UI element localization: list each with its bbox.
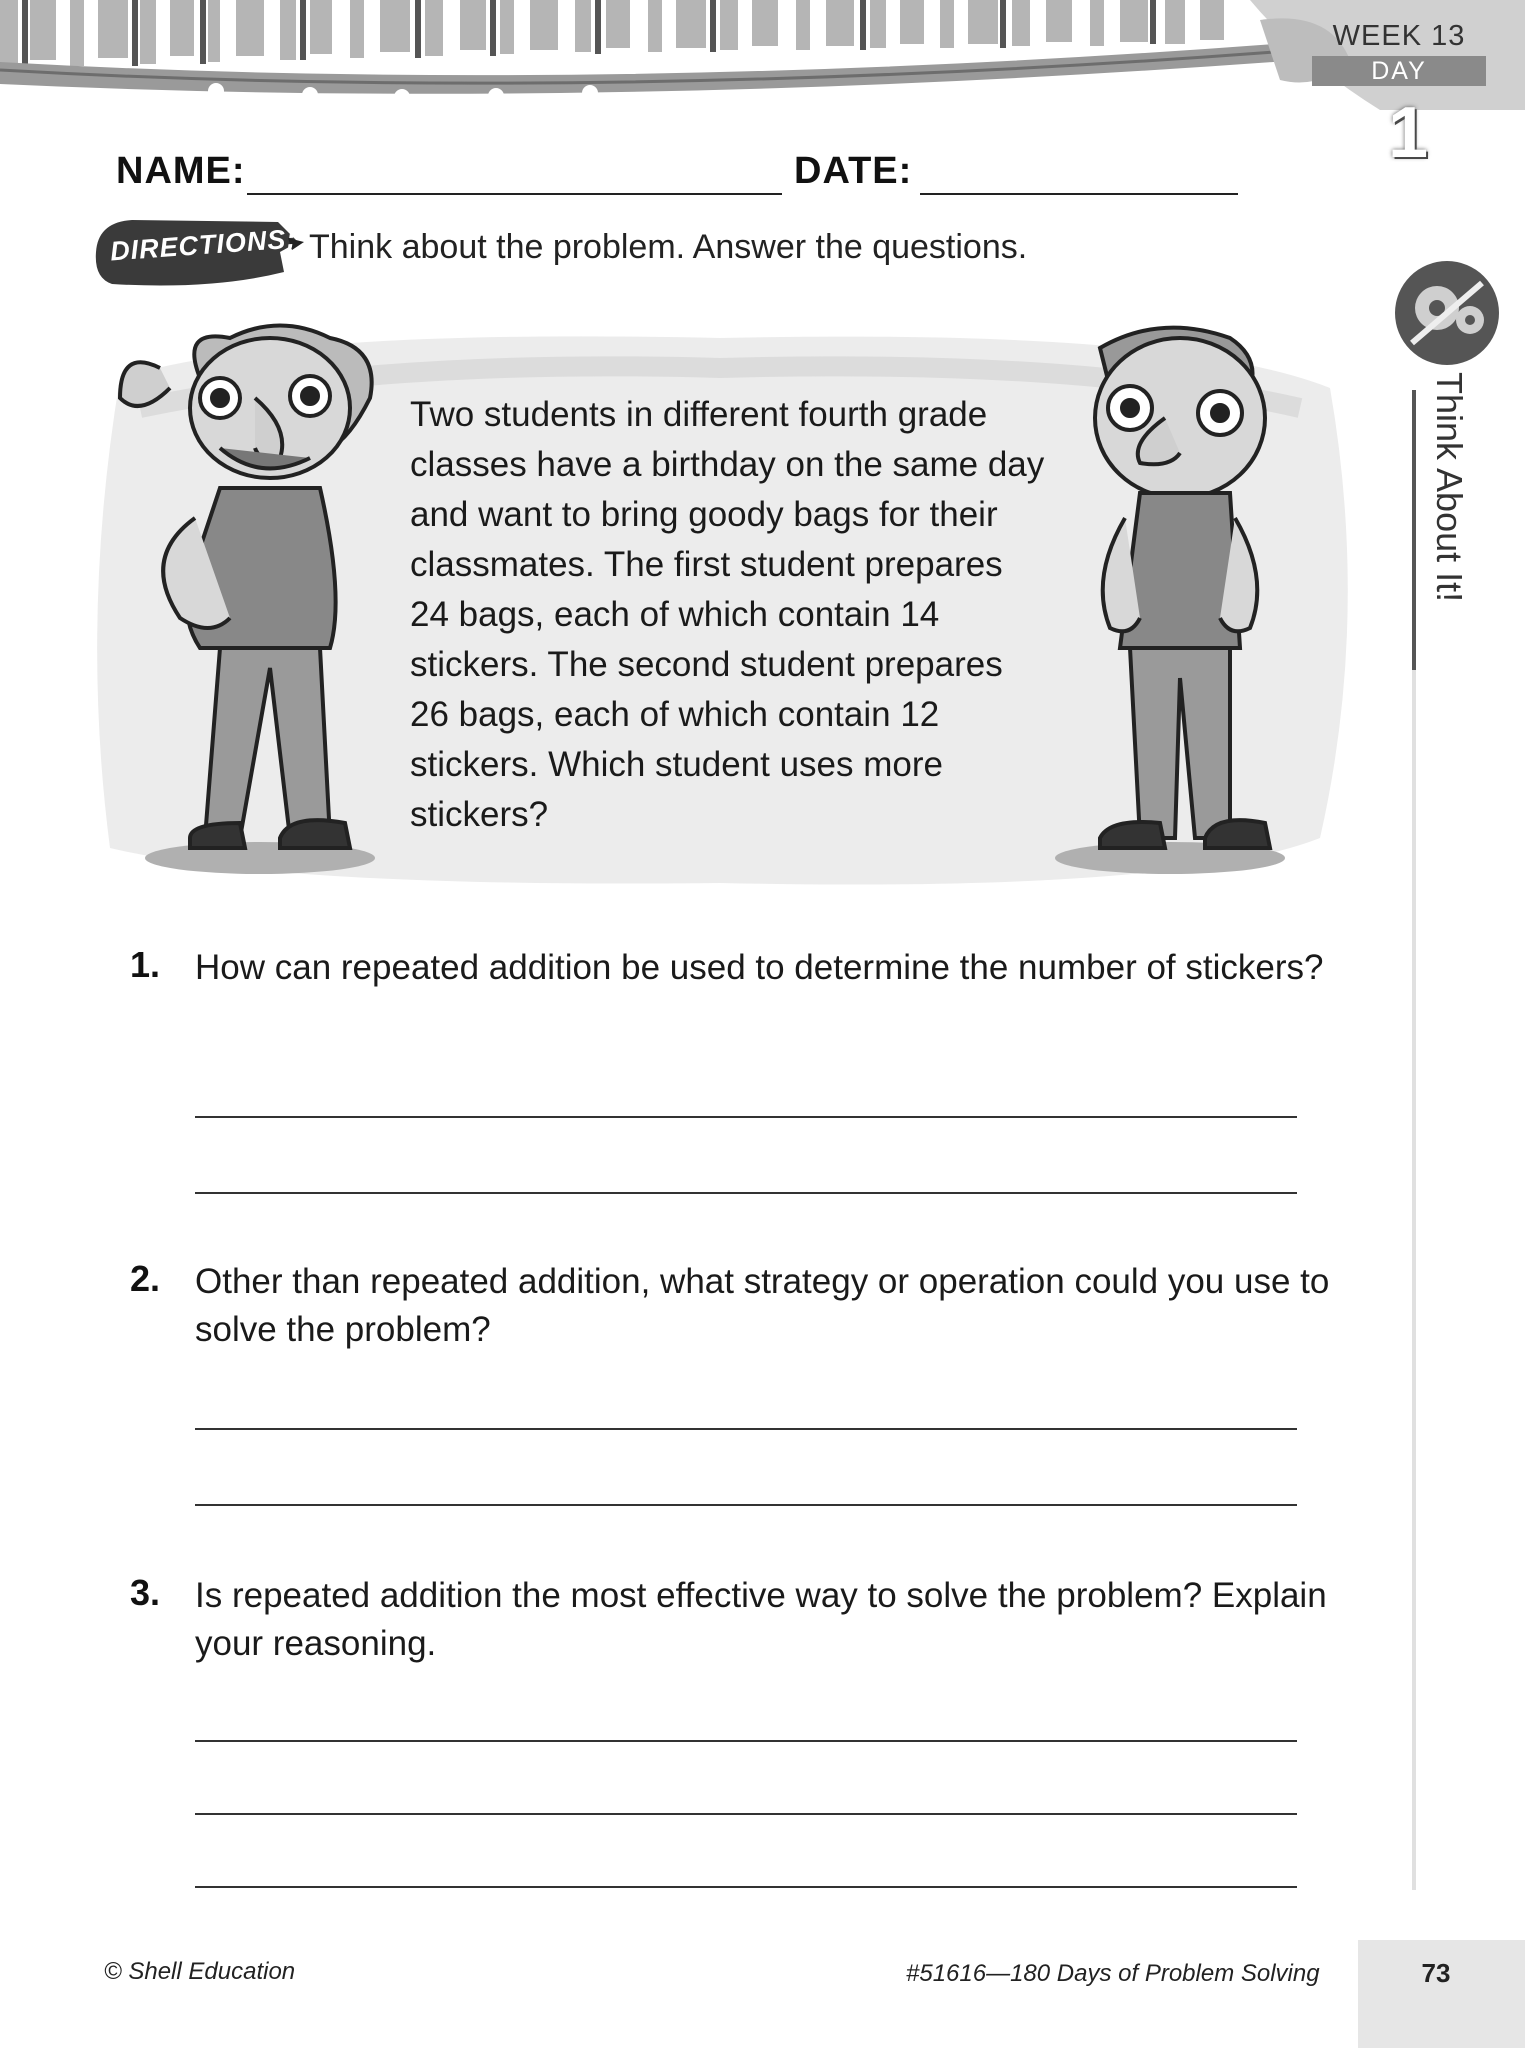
question-text: Other than repeated addition, what strategy or operation could you use to solve the problem?	[195, 1262, 1330, 1349]
answer-line[interactable]	[195, 1740, 1297, 1742]
question-text: Is repeated addition the most effective way to solve the problem? Explain your reasoning.	[195, 1576, 1327, 1663]
problem-text: Two students in different fourth grade classes have a birthday on the same day and want to bring goody bags for their classmates. The first student prepares 24 bags, each of which contain 14 stickers. The second student prepares 26 bags, each of which contain 12 stickers. Which student uses more stickers?	[410, 395, 1045, 834]
sidebar-section-text: Think About It!	[1429, 372, 1470, 603]
question-text: How can repeated addition be used to determine the number of stickers?	[195, 948, 1324, 987]
day-number: 1	[1387, 93, 1429, 173]
answer-line[interactable]	[195, 1116, 1297, 1118]
footer-copyright: © Shell Education	[104, 1958, 296, 1985]
top-banner	[0, 0, 1525, 110]
answer-line[interactable]	[195, 1428, 1297, 1430]
question-number: 1.	[130, 944, 161, 985]
answer-line[interactable]	[195, 1504, 1297, 1506]
sidebar-section-label	[1418, 372, 1478, 652]
date-label: DATE:	[794, 150, 913, 192]
sidebar-rule	[1412, 390, 1416, 1890]
gears-icon	[1392, 258, 1502, 368]
question-number: 2.	[130, 1258, 161, 1299]
answer-line[interactable]	[195, 1192, 1297, 1194]
date-field[interactable]	[920, 193, 1238, 195]
answer-line[interactable]	[195, 1886, 1297, 1888]
answer-line[interactable]	[195, 1813, 1297, 1815]
name-label: NAME:	[116, 150, 246, 192]
directions-badge-label: DIRECTIONS:	[109, 223, 298, 267]
name-field[interactable]	[247, 193, 782, 195]
day-label: DAY	[1371, 57, 1427, 85]
question-number: 3.	[130, 1572, 161, 1613]
footer-book-title: #51616—180 Days of Problem Solving	[906, 1960, 1320, 1987]
page-number-tab	[1358, 1940, 1525, 2048]
page-number: 73	[1421, 1958, 1451, 1988]
directions-text: Think about the problem. Answer the questions.	[309, 228, 1028, 266]
week-label: WEEK 13	[1332, 20, 1466, 52]
